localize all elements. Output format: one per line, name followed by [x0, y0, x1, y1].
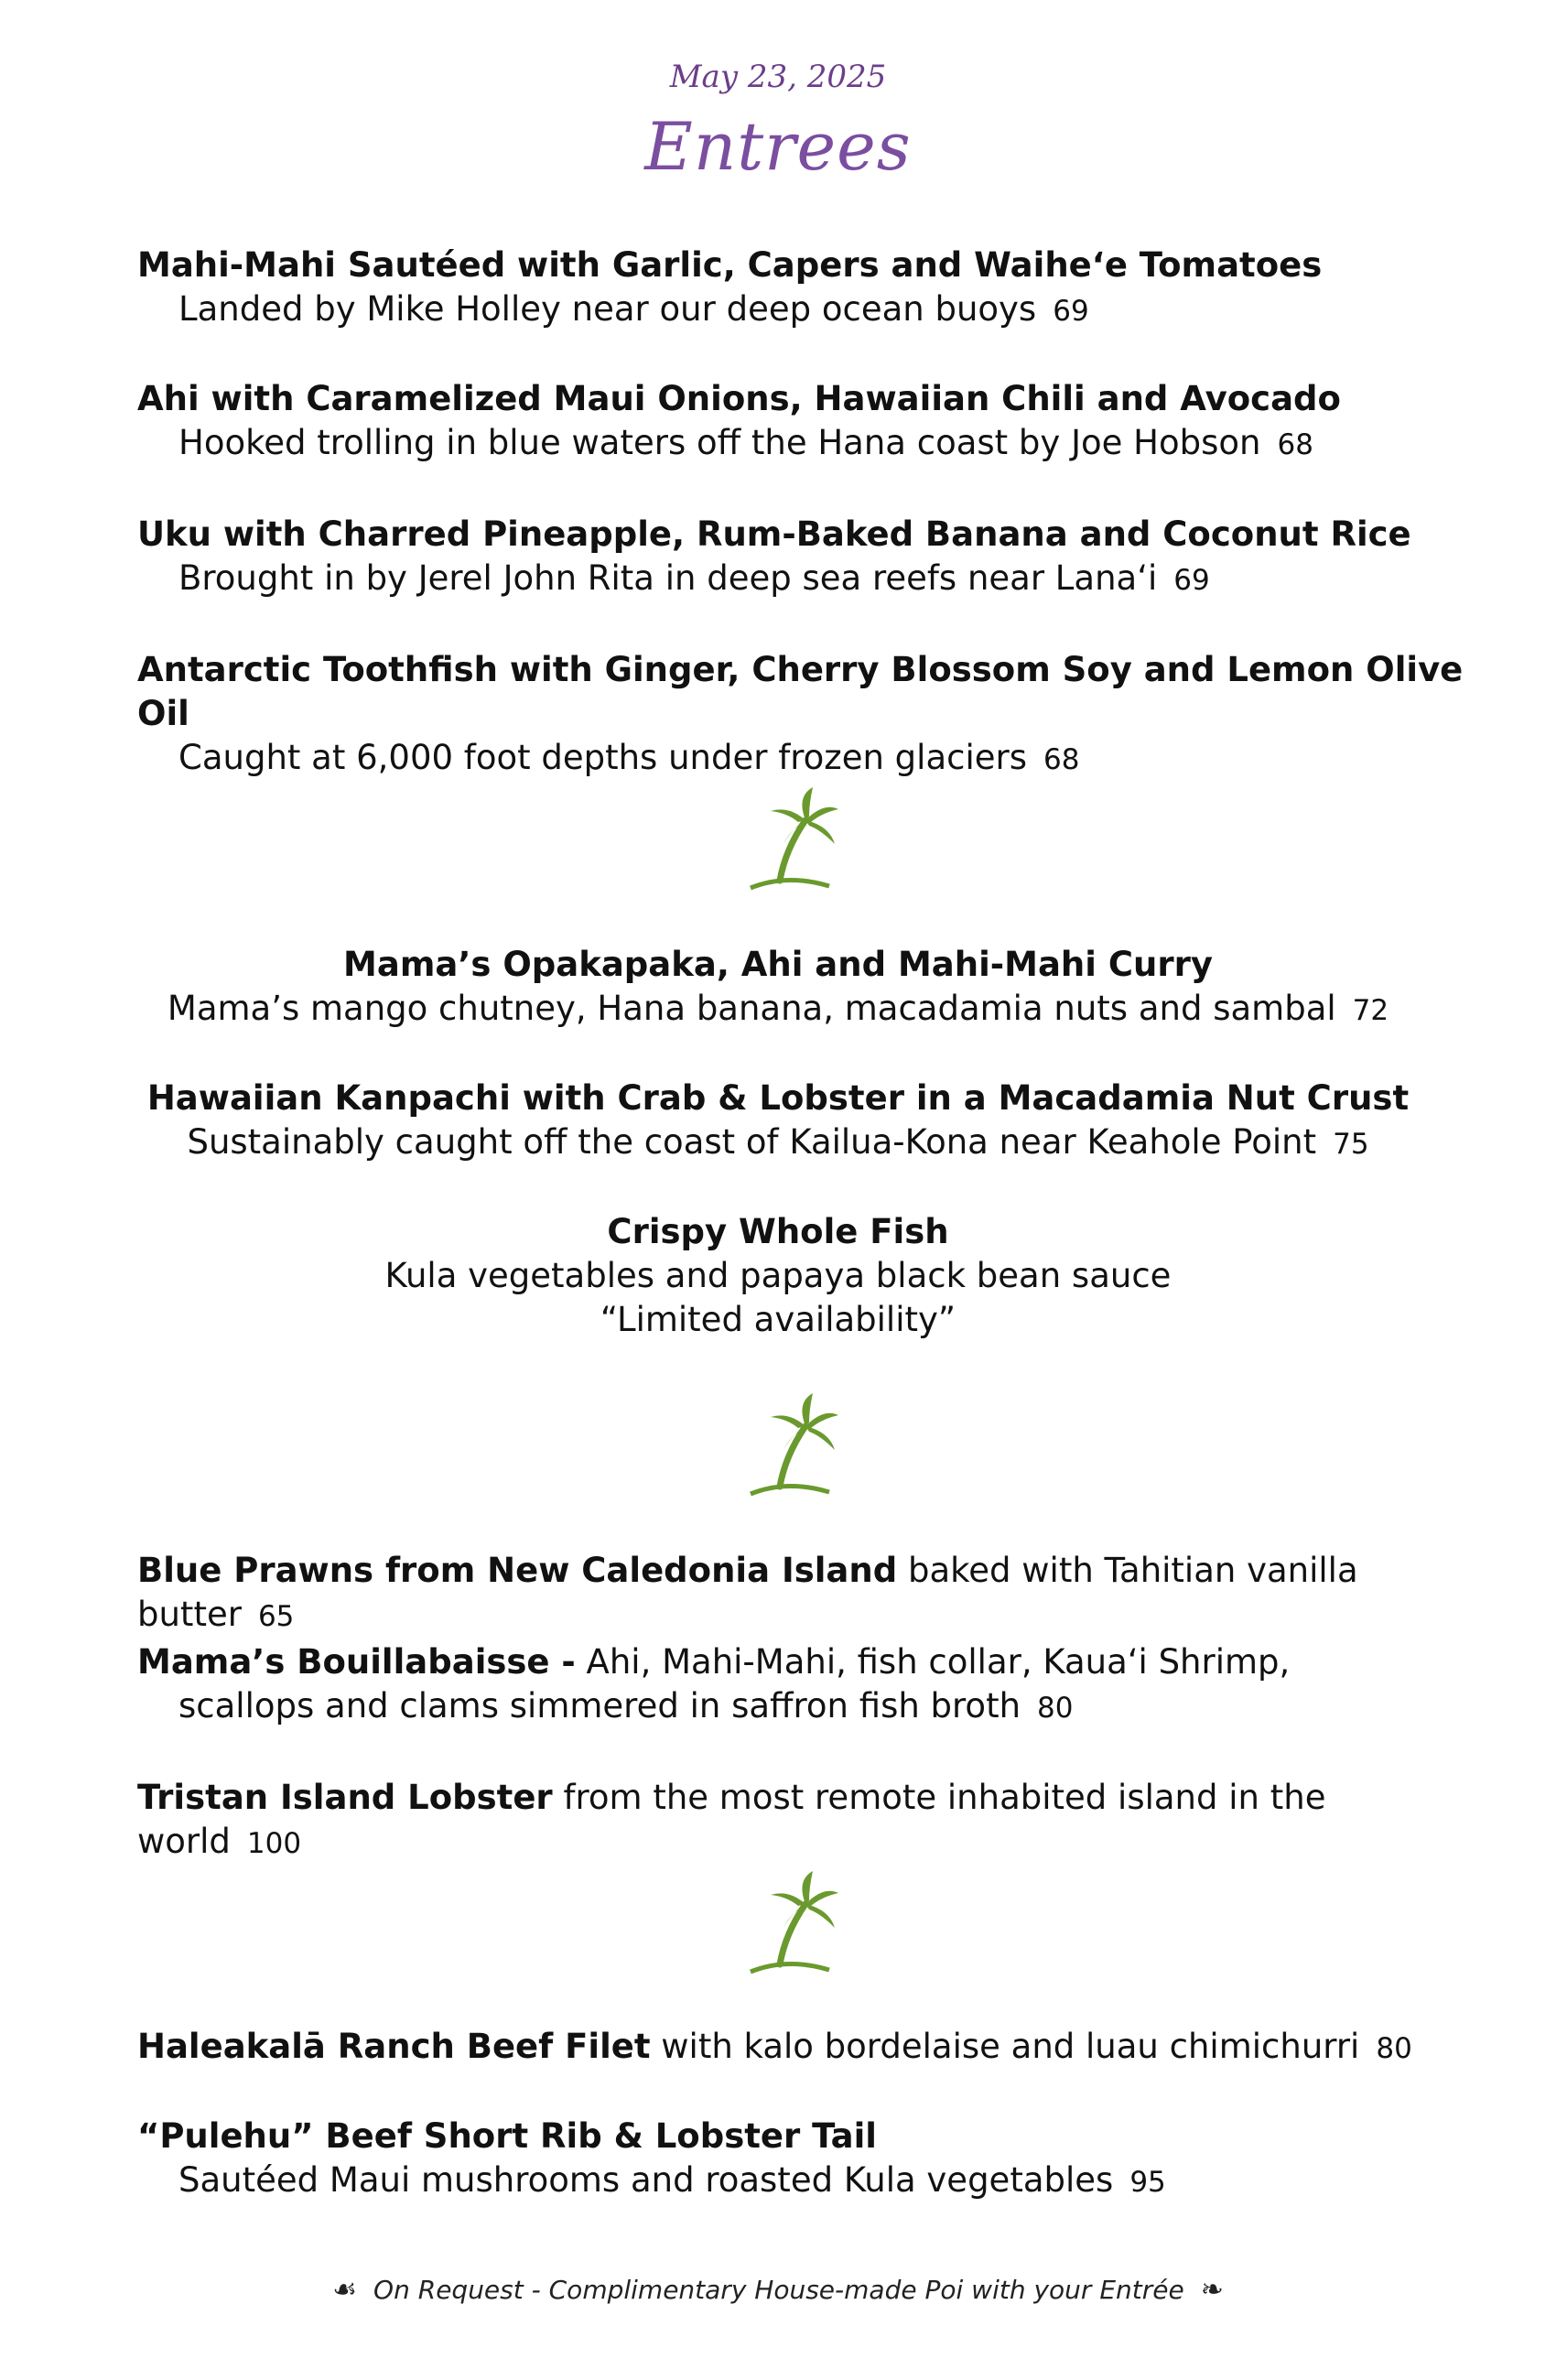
item-description-line — [137, 736, 1464, 782]
item-price: 95 — [1129, 2166, 1166, 2199]
item-description: Kula vegetables and papaya black bean sauce — [384, 1256, 1172, 1295]
footer-note — [0, 2274, 1556, 2306]
item-name: Mama’s Opakapaka, Ahi and Mahi-Mahi Curry — [343, 945, 1213, 984]
menu-item — [137, 1640, 1464, 1730]
item-description: Sustainably caught off the coast of Kailua-Kona near Keahole Point — [187, 1122, 1317, 1162]
item-price: 69 — [1173, 564, 1210, 597]
menu-item — [0, 1076, 1556, 1166]
item-description: from the most remote inhabited island in the world — [137, 1778, 1326, 1861]
item-description: Brought in by Jerel John Rita in deep sea reefs near Lana‘i — [178, 558, 1158, 598]
item-description: baked with Tahitian vanilla butter — [137, 1551, 1358, 1634]
item-price: 68 — [1043, 743, 1080, 776]
palm-tree-icon — [732, 785, 842, 895]
item-name: Tristan Island Lobster — [137, 1778, 553, 1817]
item-description-line — [137, 557, 1464, 602]
item-description-continued: scallops and clams simmered in saffron fish broth — [178, 1686, 1021, 1726]
item-name: Crispy Whole Fish — [607, 1212, 949, 1251]
menu-item — [137, 1549, 1464, 1639]
menu-item — [0, 943, 1556, 1033]
item-description-line — [137, 421, 1464, 467]
menu-item — [137, 513, 1464, 602]
menu-item — [137, 2115, 1464, 2204]
item-description: Caught at 6,000 foot depths under frozen glaciers — [178, 738, 1027, 777]
item-name: “Pulehu” Beef Short Rib & Lobster Tail — [137, 2116, 877, 2156]
item-price: 100 — [246, 1827, 302, 1860]
item-name: Antarctic Toothfish with Ginger, Cherry Blossom Soy and Lemon Olive Oil — [137, 650, 1464, 733]
item-name: Mama’s Bouillabaisse - — [137, 1642, 576, 1682]
menu-item — [137, 377, 1464, 467]
item-price: 80 — [1376, 2032, 1412, 2065]
menu-item — [137, 1776, 1464, 1866]
menu-item — [137, 2025, 1464, 2071]
item-name: Mahi-Mahi Sautéed with Garlic, Capers and Waihe‘e Tomatoes — [137, 245, 1323, 285]
item-price: 68 — [1277, 428, 1313, 461]
item-name: Blue Prawns from New Caledonia Island — [137, 1551, 898, 1590]
palm-tree-icon — [732, 1869, 842, 1979]
item-description: Ahi, Mahi-Mahi, fish collar, Kaua‘i Shrimp, — [586, 1642, 1291, 1682]
ornament-left-icon: ☙ — [332, 2274, 358, 2306]
item-description: with kalo bordelaise and luau chimichurri — [661, 2027, 1360, 2066]
menu-item — [0, 1210, 1556, 1342]
item-name: Haleakalā Ranch Beef Filet — [137, 2027, 651, 2066]
item-price: 80 — [1037, 1692, 1074, 1725]
item-description-line — [137, 287, 1464, 333]
item-price: 69 — [1053, 295, 1089, 328]
item-name: Uku with Charred Pineapple, Rum-Baked Banana and Coconut Rice — [137, 514, 1411, 554]
menu-item — [137, 648, 1464, 782]
menu-date: May 23, 2025 — [669, 59, 887, 95]
item-price: 65 — [257, 1600, 295, 1633]
item-description-line — [0, 987, 1556, 1033]
palm-tree-icon — [732, 1391, 842, 1501]
item-price: 75 — [1333, 1128, 1369, 1161]
item-description-line — [137, 1684, 1464, 1730]
item-name: Hawaiian Kanpachi with Crab & Lobster in a Macadamia Nut Crust — [146, 1078, 1410, 1118]
item-description-line — [0, 1120, 1556, 1166]
ornament-right-icon: ❧ — [1200, 2274, 1224, 2306]
item-name: Ahi with Caramelized Maui Onions, Hawaiian Chili and Avocado — [137, 379, 1341, 418]
item-description-line — [137, 2158, 1464, 2204]
page-title: Entrees — [644, 108, 912, 185]
footer-text: On Request - Complimentary House-made Poi with your Entrée — [373, 2275, 1184, 2305]
menu-item — [137, 243, 1464, 333]
item-description: Mama’s mango chutney, Hana banana, macadamia nuts and sambal — [167, 989, 1336, 1028]
item-note: “Limited availability” — [600, 1300, 956, 1339]
item-description: Sautéed Maui mushrooms and roasted Kula vegetables — [178, 2160, 1114, 2200]
item-description: Hooked trolling in blue waters off the Hana coast by Joe Hobson — [178, 423, 1261, 462]
item-description: Landed by Mike Holley near our deep ocean buoys — [178, 289, 1037, 329]
item-price: 72 — [1352, 994, 1389, 1027]
